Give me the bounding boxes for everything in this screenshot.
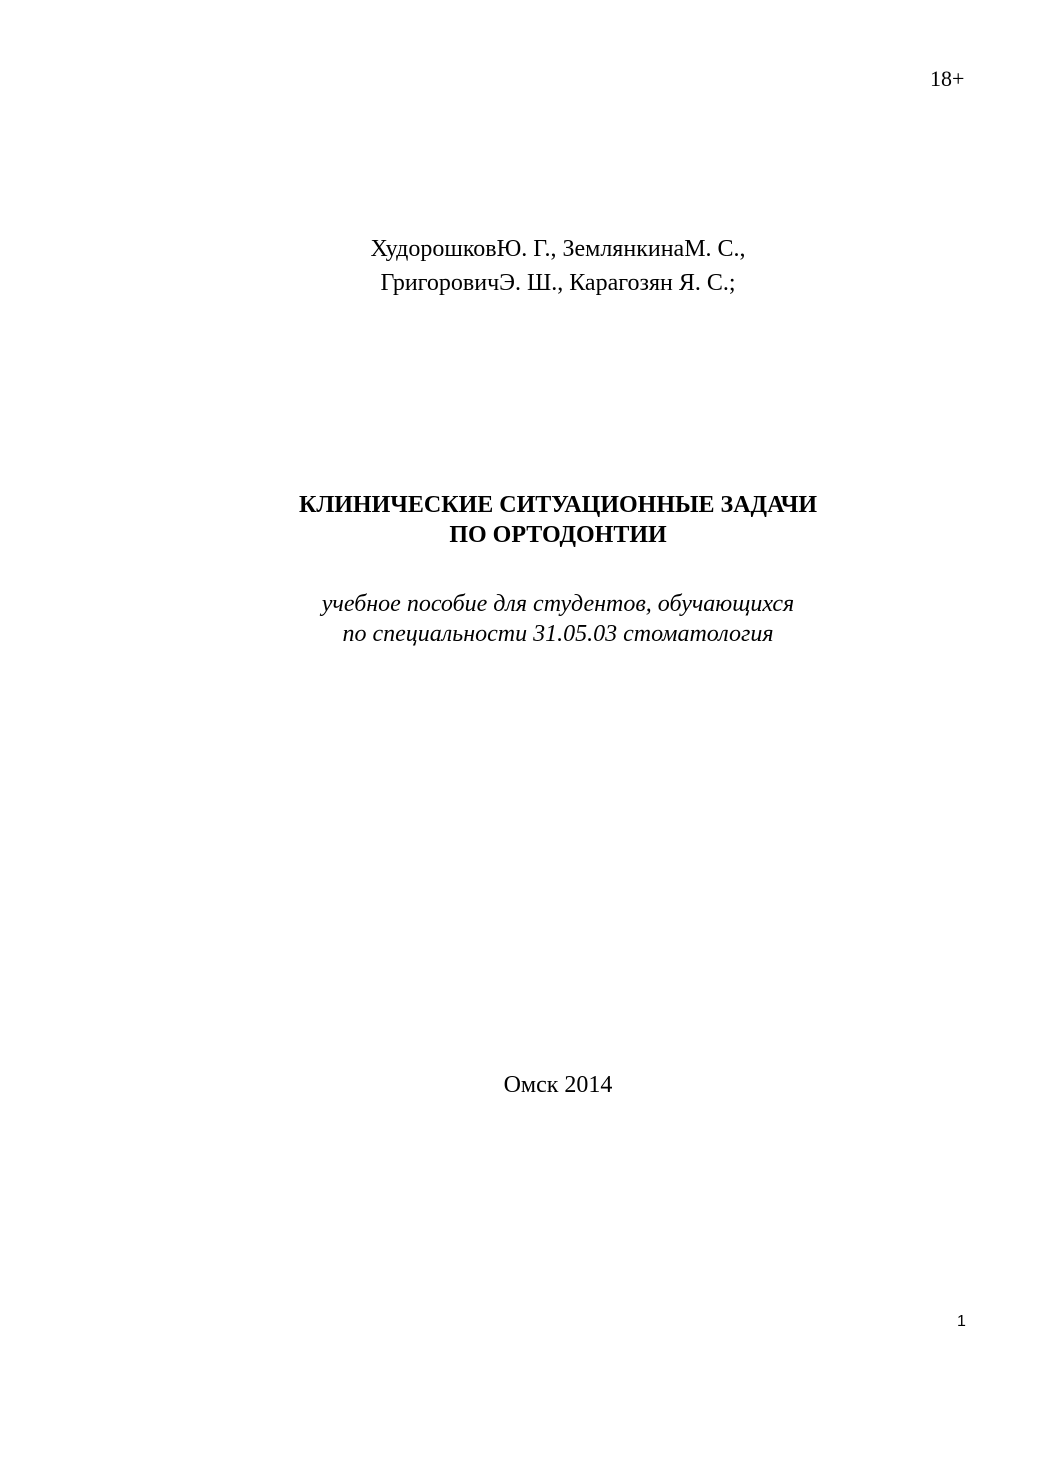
- document-subtitle: [0, 589, 1040, 649]
- page-number: 1: [957, 1313, 966, 1330]
- age-rating-label: 18+: [930, 66, 965, 91]
- authors-line: ХудорошковЮ. Г., ЗемлянкинаМ. С.,: [370, 236, 746, 262]
- city-year-label: Омск 2014: [503, 1072, 613, 1098]
- subtitle-line: учебное пособие для студентов, обучающихся: [321, 591, 795, 617]
- authors-block: [0, 232, 1040, 300]
- title-line: ПО ОРТОДОНТИИ: [449, 522, 667, 548]
- subtitle-line: по специальности 31.05.03 стоматология: [342, 621, 774, 647]
- document-title: [0, 490, 1040, 550]
- authors-line: ГригоровичЭ. Ш., Карагозян Я. С.;: [380, 270, 736, 296]
- title-line: КЛИНИЧЕСКИЕ СИТУАЦИОННЫЕ ЗАДАЧИ: [298, 492, 818, 518]
